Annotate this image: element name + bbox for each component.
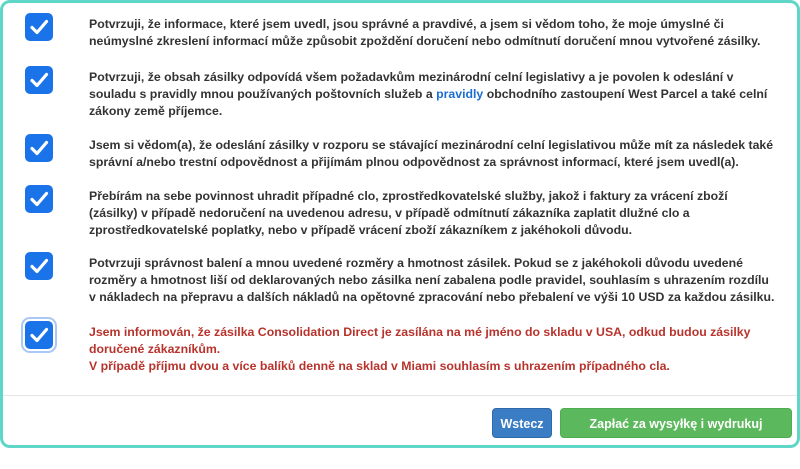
- check-icon: [28, 324, 50, 346]
- warning-line-1: Jsem informován, že zásilka Consolidation Direct je zasílána na mé jméno do skladu v USA, odkud budou zásilky doručené zákazníkům.: [89, 325, 751, 356]
- rules-link[interactable]: pravidly: [436, 87, 484, 101]
- declaration-text-1: Potvrzuji, že informace, které jsem uvedl, jsou správné a pravdivé, a jsem si vědom toho, že moje úmyslné či neúmyslné zkreslení informací může způsobit zpoždění doručení nebo odmítnutí doručení mnou vytvořené zásilky.: [89, 17, 761, 48]
- pay-and-print-button[interactable]: Zapłać za wysyłkę i wydrukuj dokumenty: [560, 408, 792, 438]
- footer-divider: [3, 395, 797, 396]
- declaration-text-3: Jsem si vědom(a), že odeslání zásilky v rozporu se stávající mezinárodní celní legislativou může mít za následek také správní a/nebo trestní odpovědnost a přijímám plnou odpovědnost za správnost informací, které jsem uvedl(a).: [89, 138, 774, 169]
- declaration-checkbox-5[interactable]: [25, 252, 53, 280]
- check-icon: [28, 188, 50, 210]
- declaration-text-5: Potvrzuji správnost balení a mnou uvedené rozměry a hmotnost zásilek. Pokud se z jakéhokoli důvodu uvedené rozměry a hmotnost liší od deklarovaných nebo zásilka není zabalena podle pravidel, souhlasím s uhrazením rozdílu v nákladech na přepravu a dalších nákladů na opětovné zpracování nebo přebalení ve výši 10 USD za každou zásilku.: [89, 256, 775, 304]
- check-icon: [28, 16, 50, 38]
- declaration-checkbox-2[interactable]: [25, 66, 53, 94]
- check-icon: [28, 137, 50, 159]
- declaration-checkbox-3[interactable]: [25, 134, 53, 162]
- declaration-text-2-part-2: obchodního zastoupení West Parcel a také celní zákony země příjemce.: [89, 87, 768, 118]
- check-icon: [28, 69, 50, 91]
- declaration-checkbox-4[interactable]: [25, 185, 53, 213]
- declaration-checkbox-6[interactable]: [25, 321, 53, 349]
- declarations-list: [3, 3, 797, 391]
- declaration-text-2: [89, 69, 779, 120]
- warning-line-2: V případě příjmu dvou a více balíků denně na sklad v Miami souhlasím s uhrazením případného cla.: [89, 359, 670, 373]
- declaration-checkbox-1[interactable]: [25, 13, 53, 41]
- declaration-text-4: Přebírám na sebe povinnost uhradit případné clo, zprostředkovatelské služby, jakož i faktury za vrácení zboží (zásilky) v případě nedoručení na uvedenou adresu, v případě odmítnutí zákazníka zaplatit dlužné clo a zprostředkovatelské poplatky, nebo v případě vrácení zboží zákazníkem z jakéhokoli důvodu.: [89, 189, 728, 237]
- check-icon: [28, 255, 50, 277]
- back-button[interactable]: Wstecz: [492, 408, 552, 438]
- declaration-text-2-part-1: Potvrzuji, že obsah zásilky odpovídá všem požadavkům mezinárodní celní legislativy a je povolen k odeslání v souladu s pravidly mnou používaných poštovních služeb a: [89, 70, 734, 101]
- declaration-warning-text: [89, 324, 779, 375]
